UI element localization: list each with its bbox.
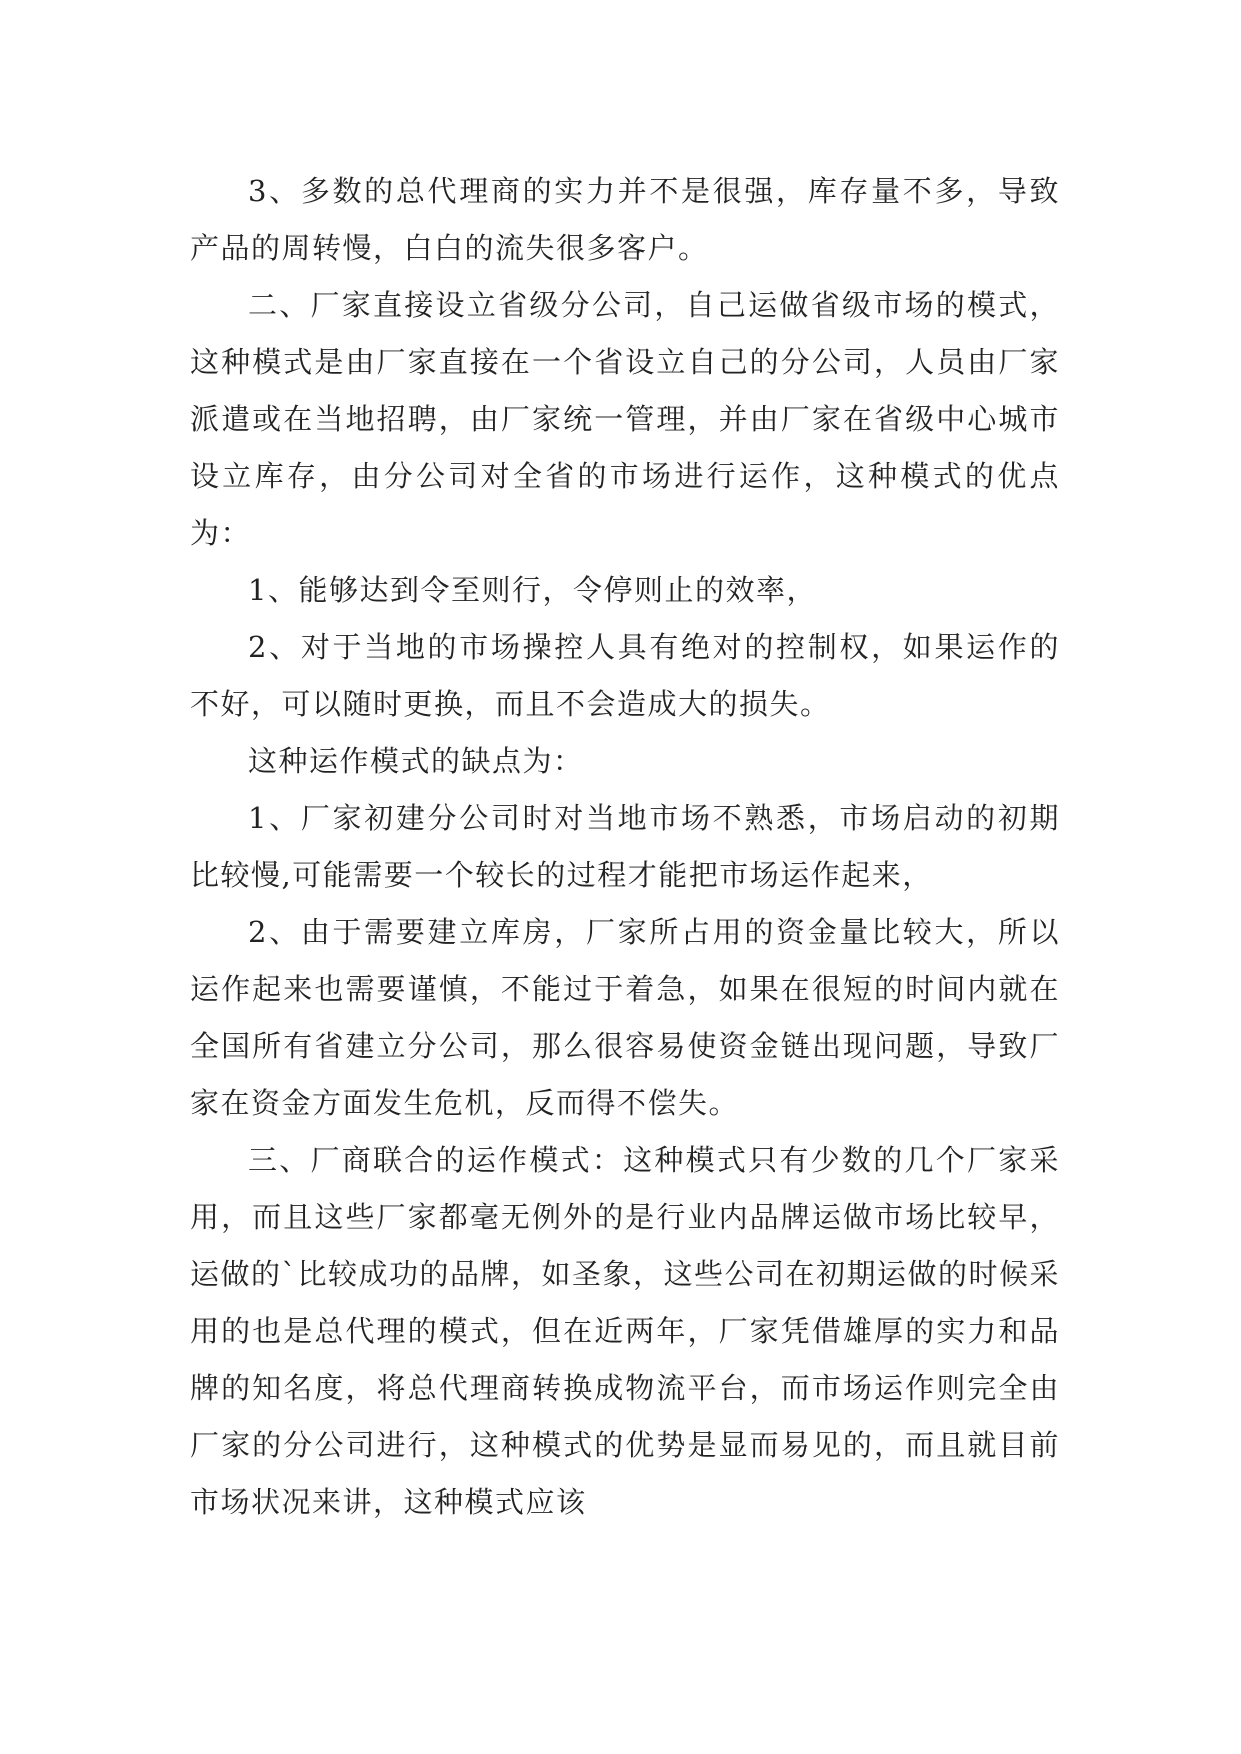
paragraph-3-inventory: 3、多数的总代理商的实力并不是很强，库存量不多，导致产品的周转慢，白白的流失很多客户。	[190, 174, 1060, 265]
paragraph-advantage-2: 2、对于当地的市场操控人具有绝对的控制权，如果运作的不好，可以随时更换，而且不会造成大的损失。	[190, 630, 1060, 721]
paragraph-disadvantage-2: 2、由于需要建立库房，厂家所占用的资金量比较大，所以运作起来也需要谨慎，不能过于着急，如果在很短的时间内就在全国所有省建立分公司，那么很容易使资金链出现问题，导致厂家在资金方面发生危机，反而得不偿失。	[190, 915, 1060, 1120]
paragraph-mode-three: 三、厂商联合的运作模式：这种模式只有少数的几个厂家采用，而且这些厂家都毫无例外的是行业内品牌运做市场比较早，运做的`比较成功的品牌，如圣象，这些公司在初期运做的时候采用的也是总代理的模式，但在近两年，厂家凭借雄厚的实力和品牌的知名度，将总代理商转换成物流平台，而市场运作则完全由厂家的分公司进行，这种模式的优势是显而易见的，而且就目前市场状况来讲，这种模式应该	[190, 1143, 1061, 1519]
paragraph-mode-two-intro: 二、厂家直接设立省级分公司，自己运做省级市场的模式，这种模式是由厂家直接在一个省设立自己的分公司，人员由厂家派遣或在当地招聘，由厂家统一管理，并由厂家在省级中心城市设立库存，由分公司对全省的市场进行运作，这种模式的优点为：	[190, 288, 1060, 550]
document-body	[190, 163, 1060, 1531]
paragraph-disadvantage-1: 1、厂家初建分公司时对当地市场不熟悉，市场启动的初期比较慢,可能需要一个较长的过程才能把市场运作起来，	[190, 801, 1060, 892]
paragraph-disadvantages-heading: 这种运作模式的缺点为：	[248, 744, 584, 778]
paragraph-advantage-1: 1、能够达到令至则行，令停则止的效率，	[248, 573, 817, 607]
